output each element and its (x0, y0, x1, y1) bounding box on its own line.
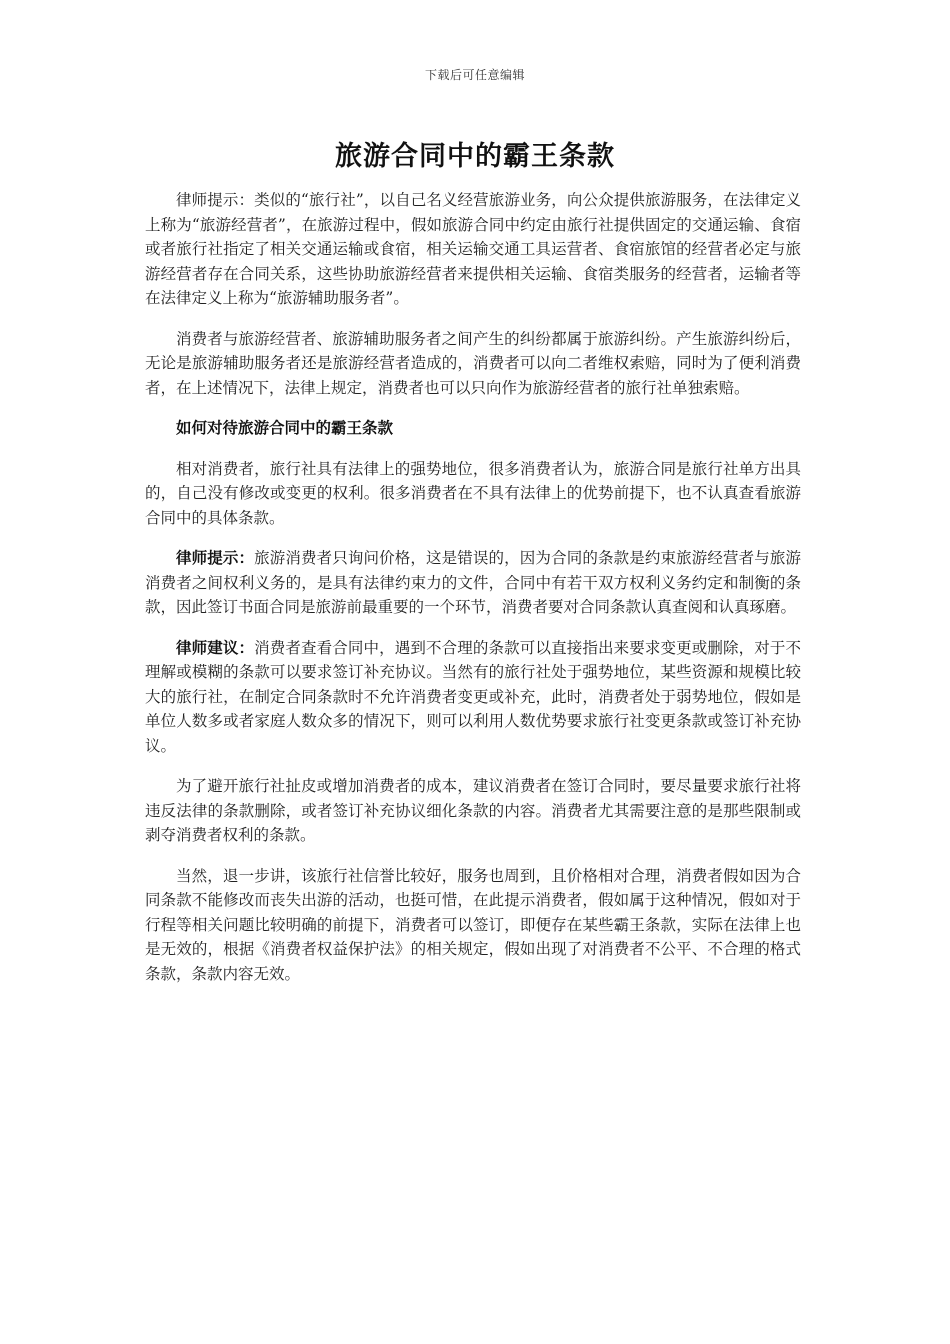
paragraph-lead: 律师建议： (176, 638, 255, 657)
document-title: 旅游合同中的霸王条款 (335, 141, 615, 172)
page-header-note: 下载后可任意编辑 (424, 68, 525, 82)
paragraph-section-4 (145, 774, 801, 848)
paragraph-lawyer-advice (145, 636, 801, 759)
paragraph-text: 当然，退一步讲，该旅行社信誉比较好，服务也周到，且价格相对合理，消费者假如因为合同条款不能修改而丧失出游的活动，也挺可惜，在此提示消费者，假如属于这种情况，假如对于行程等相关问题比较明确的前提下，消费者可以签订，即便存在某些霸王条款，实际在法律上也是无效的，根据《消费者权益保护法》的相关规定，假如出现了对消费者不公平、不合理的格式条款，条款内容无效。 (145, 866, 801, 983)
paragraph-lead: 律师提示： (176, 549, 255, 567)
paragraph-text: 旅游消费者只询问价格，这是错误的，因为合同的条款是约束旅游经营者与旅游消费者之间权利义务的，是具有法律约束力的文件，合同中有若干双方权利义务约定和制衡的条款，因此签订书面合同是旅游前最重要的一个环节，消费者要对合同条款认真查阅和认真琢磨。 (145, 549, 801, 616)
paragraph-text: 相对消费者，旅行社具有法律上的强势地位，很多消费者认为，旅游合同是旅行社单方出具的，自己没有修改或变更的权利。很多消费者在不具有法律上的优势前提下，也不认真查看旅游合同中的具体条款。 (145, 459, 801, 527)
paragraph-section-1 (145, 457, 801, 531)
document-body (145, 188, 801, 1002)
paragraph-text: 律师提示：类似的“旅行社”，以自己名义经营旅游业务，向公众提供旅游服务，在法律定义上称为“旅游经营者”，在旅游过程中，假如旅游合同中约定由旅行社提供固定的交通运输、食宿或者旅行社指定了相关交通运输或食宿，相关运输交通工具运营者、食宿旅馆的经营者必定与旅游经营者存在合同关系，这些协助旅游经营者来提供相关运输、食宿类服务的经营者，运输者等在法律定义上称为“旅游辅助服务者”。 (145, 191, 801, 307)
section-heading: 如何对待旅游合同中的霸王条款 (176, 419, 394, 437)
paragraph-text: 消费者查看合同中，遇到不合理的条款可以直接指出来要求变更或删除，对于不理解或模糊的条款可以要求签订补充协议。当然有的旅行社处于强势地位，某些资源和规模比较大的旅行社，在制定合同条款时不允许消费者变更或补充，此时，消费者处于弱势地位，假如是单位人数多或者家庭人数众多的情况下，则可以利用人数优势要求旅行社变更条款或签订补充协议。 (145, 638, 801, 755)
paragraph-intro-1 (145, 188, 801, 311)
paragraph-intro-2 (145, 327, 801, 401)
paragraph-text: 为了避开旅行社扯皮或增加消费者的成本，建议消费者在签订合同时，要尽量要求旅行社将违反法律的条款删除，或者签订补充协议细化条款的内容。消费者尤其需要注意的是那些限制或剥夺消费者权利的条款。 (145, 777, 801, 844)
paragraph-lawyer-tip (145, 546, 801, 620)
paragraph-text: 消费者与旅游经营者、旅游辅助服务者之间产生的纠纷都属于旅游纠纷。产生旅游纠纷后，无论是旅游辅助服务者还是旅游经营者造成的，消费者可以向二者维权索赔，同时为了便利消费者，在上述情况下，法律上规定，消费者也可以只向作为旅游经营者的旅行社单独索赔。 (145, 329, 801, 397)
paragraph-section-5 (145, 864, 801, 987)
